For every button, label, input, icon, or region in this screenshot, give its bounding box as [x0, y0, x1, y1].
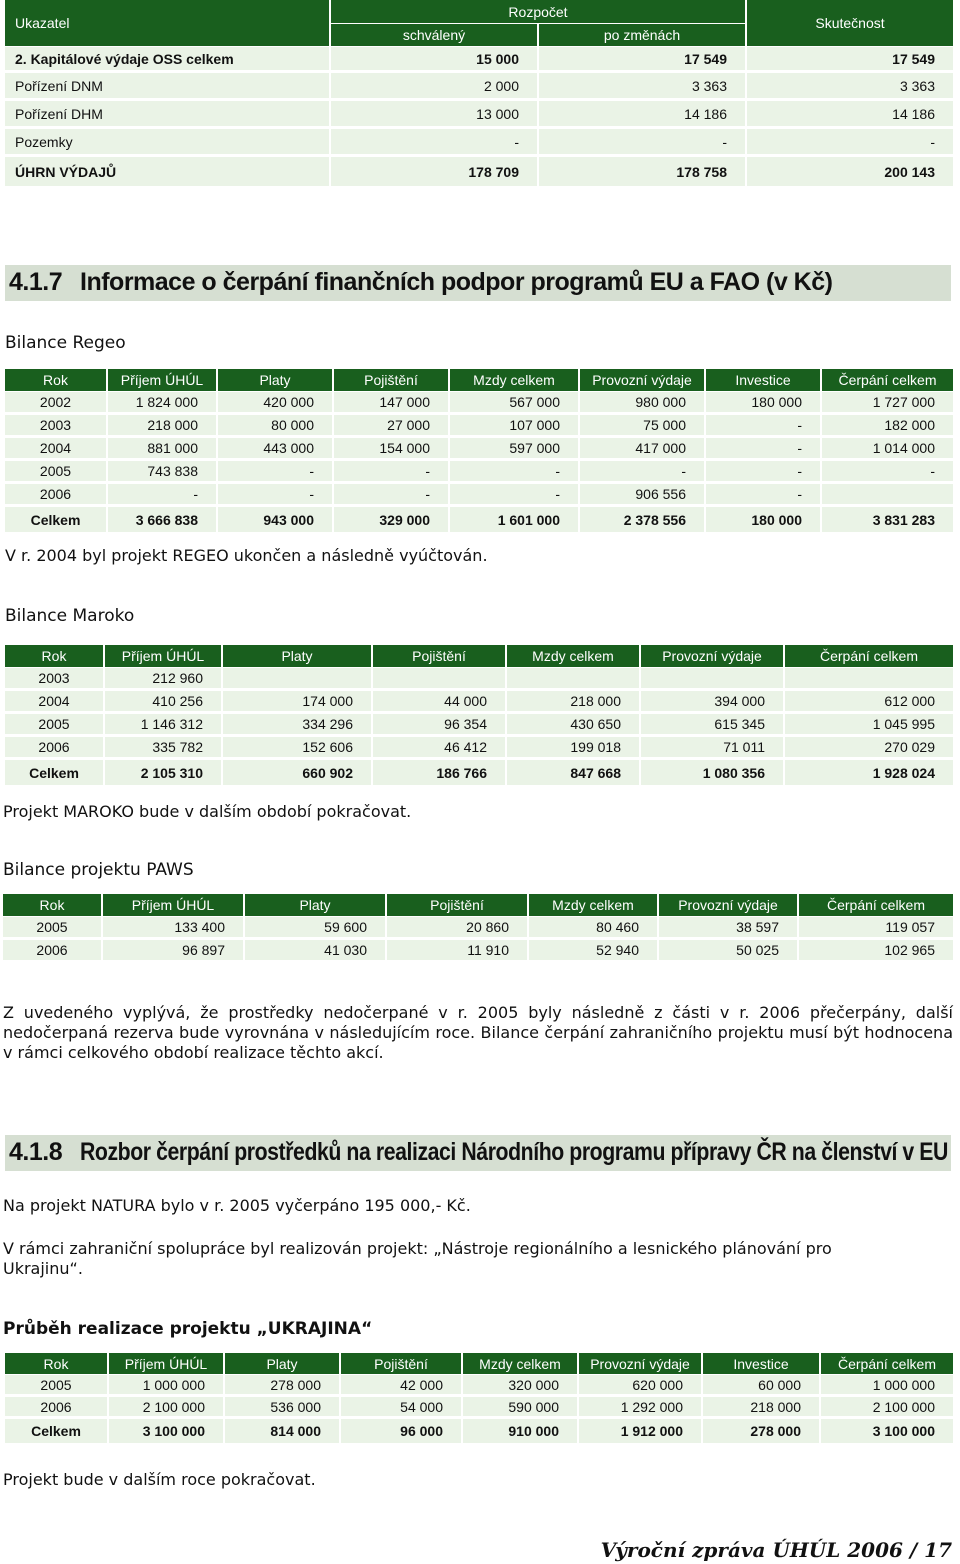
- table-cell: 2004: [5, 438, 108, 461]
- table-cell: 96 000: [341, 1419, 463, 1446]
- table-cell: 2002: [5, 392, 108, 415]
- table-cell: 218 000: [507, 691, 641, 714]
- column-header: Platy: [225, 1353, 341, 1375]
- table-cell: 3 100 000: [821, 1419, 955, 1446]
- table-cell: -: [218, 484, 334, 507]
- table-cell: 2005: [5, 461, 108, 484]
- table-row: [5, 392, 955, 415]
- table-cell: 15 000: [331, 47, 539, 73]
- table-row: [5, 73, 955, 101]
- table-cell: 147 000: [334, 392, 450, 415]
- column-header: Provozní výdaje: [580, 369, 706, 392]
- table-cell: 17 549: [747, 47, 955, 73]
- regeo-table: [5, 369, 955, 535]
- header-actual: Skutečnost: [747, 0, 955, 47]
- table-cell: 14 186: [539, 101, 747, 129]
- table-cell: 2 378 556: [580, 507, 706, 535]
- table-row: [5, 668, 955, 691]
- table-cell: 2006: [5, 1397, 109, 1419]
- table-row: [3, 940, 955, 963]
- table-cell: 27 000: [334, 415, 450, 438]
- table-cell: 119 057: [799, 917, 955, 940]
- column-header: Pojištění: [387, 894, 529, 917]
- table-cell: -: [218, 461, 334, 484]
- table-cell: 1 014 000: [822, 438, 955, 461]
- table-cell: 152 606: [223, 737, 373, 760]
- table-cell: Pořízení DNM: [5, 73, 331, 101]
- paws-table: [3, 894, 955, 963]
- maroko-title: Bilance Maroko: [5, 606, 135, 626]
- column-header: Pojištění: [373, 645, 507, 668]
- ukrajina-table: [5, 1353, 955, 1446]
- table-cell: 270 029: [785, 737, 955, 760]
- table-cell: -: [747, 129, 955, 157]
- column-header: Rok: [5, 1353, 109, 1375]
- table-cell: 417 000: [580, 438, 706, 461]
- column-header: Čerpání celkem: [822, 369, 955, 392]
- column-header: Investice: [703, 1353, 821, 1375]
- paws-conclusion: Z uvedeného vyplývá, že prostředky nedočerpané v r. 2005 byly následně z části v r. 2006 přečerpány, další nedočerpaná rezerva bude vyrovnána v následujícím roce. Bilance čerpání zahraničního projektu musí být hodnocena v rámci celkového období realizace těchto akcí.: [3, 1003, 953, 1062]
- table-cell: 1 912 000: [579, 1419, 703, 1446]
- table-cell: 75 000: [580, 415, 706, 438]
- table-cell: [641, 668, 785, 691]
- column-header: Provozní výdaje: [659, 894, 799, 917]
- table-cell: 1 080 356: [641, 760, 785, 788]
- table-cell: 1 928 024: [785, 760, 955, 788]
- table-cell: 612 000: [785, 691, 955, 714]
- table-cell: 218 000: [703, 1397, 821, 1419]
- table-cell: 3 363: [747, 73, 955, 101]
- column-header: Pojištění: [334, 369, 450, 392]
- maroko-table: [5, 645, 955, 788]
- table-cell: 14 186: [747, 101, 955, 129]
- column-header: Mzdy celkem: [507, 645, 641, 668]
- table-cell: 107 000: [450, 415, 580, 438]
- table-cell: [223, 668, 373, 691]
- table-row: [5, 714, 955, 737]
- table-cell: 3 100 000: [109, 1419, 225, 1446]
- table-cell: 46 412: [373, 737, 507, 760]
- table-cell: 2 100 000: [821, 1397, 955, 1419]
- table-row: [5, 101, 955, 129]
- table-cell: -: [706, 415, 822, 438]
- column-header: Rok: [5, 645, 105, 668]
- table-cell: Pozemky: [5, 129, 331, 157]
- table-row: [5, 691, 955, 714]
- table-cell: 320 000: [463, 1375, 579, 1397]
- table-cell: 620 000: [579, 1375, 703, 1397]
- table-cell: Pořízení DHM: [5, 101, 331, 129]
- table-cell: 910 000: [463, 1419, 579, 1446]
- table-cell: 2. Kapitálové výdaje OSS celkem: [5, 47, 331, 73]
- column-header: Provozní výdaje: [641, 645, 785, 668]
- table-cell: 590 000: [463, 1397, 579, 1419]
- table-cell: 1 292 000: [579, 1397, 703, 1419]
- table-cell: -: [706, 461, 822, 484]
- table-cell: 3 363: [539, 73, 747, 101]
- table-cell: 2005: [5, 1375, 109, 1397]
- table-cell: 410 256: [105, 691, 223, 714]
- column-header: Příjem ÚHÚL: [103, 894, 245, 917]
- table-cell: -: [539, 129, 747, 157]
- table-cell: 814 000: [225, 1419, 341, 1446]
- table-cell: 178 758: [539, 157, 747, 189]
- column-header: Platy: [218, 369, 334, 392]
- table-cell: 743 838: [108, 461, 218, 484]
- table-cell: 567 000: [450, 392, 580, 415]
- column-header: Čerpání celkem: [785, 645, 955, 668]
- total-row: [5, 507, 955, 535]
- table-cell: 11 910: [387, 940, 529, 963]
- section-418-title: Rozbor čerpání prostředků na realizaci Národního programu přípravy ČR na členství v EU: [80, 1138, 948, 1166]
- table-cell: 2 000: [331, 73, 539, 101]
- table-cell: 847 668: [507, 760, 641, 788]
- table-cell: 420 000: [218, 392, 334, 415]
- table-cell: [507, 668, 641, 691]
- table-cell: 334 296: [223, 714, 373, 737]
- table-cell: 186 766: [373, 760, 507, 788]
- table-header-row: [3, 894, 955, 917]
- table-cell: 2 100 000: [109, 1397, 225, 1419]
- column-header: Čerpání celkem: [821, 1353, 955, 1375]
- total-row: [5, 1419, 955, 1446]
- table-row: [5, 484, 955, 507]
- table-cell: 178 709: [331, 157, 539, 189]
- paws-title: Bilance projektu PAWS: [3, 860, 194, 880]
- table-cell: 2006: [5, 484, 108, 507]
- table-cell: 1 824 000: [108, 392, 218, 415]
- table-cell: 41 030: [245, 940, 387, 963]
- table-cell: 199 018: [507, 737, 641, 760]
- column-header: Mzdy celkem: [463, 1353, 579, 1375]
- table-cell: 2006: [3, 940, 103, 963]
- table-row: [5, 47, 955, 73]
- column-header: Provozní výdaje: [579, 1353, 703, 1375]
- table-cell: 212 960: [105, 668, 223, 691]
- table-row: [5, 1397, 955, 1419]
- table-cell: 597 000: [450, 438, 580, 461]
- page-footer: Výroční zpráva ÚHÚL 2006 / 17: [600, 1538, 952, 1562]
- table-cell: 96 354: [373, 714, 507, 737]
- table-cell: 17 549: [539, 47, 747, 73]
- table-cell: 42 000: [341, 1375, 463, 1397]
- table-row: [3, 917, 955, 940]
- table-cell: 943 000: [218, 507, 334, 535]
- header-after-changes: po změnách: [539, 24, 747, 47]
- table-cell: 278 000: [703, 1419, 821, 1446]
- table-cell: 1 601 000: [450, 507, 580, 535]
- table-cell: 2003: [5, 415, 108, 438]
- table-cell: Celkem: [5, 760, 105, 788]
- table-row: [5, 1375, 955, 1397]
- section-417-number: 4.1.7: [9, 268, 63, 296]
- budget-table: [5, 0, 955, 189]
- natura-text: Na projekt NATURA bylo v r. 2005 vyčerpáno 195 000,- Kč.: [3, 1196, 471, 1215]
- table-cell: 20 860: [387, 917, 529, 940]
- table-cell: 443 000: [218, 438, 334, 461]
- table-cell: 154 000: [334, 438, 450, 461]
- table-cell: 278 000: [225, 1375, 341, 1397]
- table-cell: 59 600: [245, 917, 387, 940]
- table-cell: 660 902: [223, 760, 373, 788]
- total-row: [5, 760, 955, 788]
- table-cell: 2 105 310: [105, 760, 223, 788]
- table-cell: 1 146 312: [105, 714, 223, 737]
- table-cell: 881 000: [108, 438, 218, 461]
- regeo-title: Bilance Regeo: [5, 333, 126, 353]
- table-cell: -: [334, 484, 450, 507]
- table-cell: 102 965: [799, 940, 955, 963]
- table-cell: Celkem: [5, 1419, 109, 1446]
- table-cell: 182 000: [822, 415, 955, 438]
- table-cell: 1 000 000: [821, 1375, 955, 1397]
- table-cell: 2006: [5, 737, 105, 760]
- table-cell: -: [706, 438, 822, 461]
- table-cell: 394 000: [641, 691, 785, 714]
- table-cell: 906 556: [580, 484, 706, 507]
- table-cell: 50 025: [659, 940, 799, 963]
- column-header: Platy: [223, 645, 373, 668]
- column-header: Příjem ÚHÚL: [105, 645, 223, 668]
- table-cell: -: [331, 129, 539, 157]
- table-cell: 52 940: [529, 940, 659, 963]
- table-row: [5, 438, 955, 461]
- table-cell: 80 000: [218, 415, 334, 438]
- table-cell: 80 460: [529, 917, 659, 940]
- table-cell: 200 143: [747, 157, 955, 189]
- table-cell: 1 727 000: [822, 392, 955, 415]
- table-cell: 1 045 995: [785, 714, 955, 737]
- column-header: Mzdy celkem: [529, 894, 659, 917]
- table-cell: [785, 668, 955, 691]
- table-cell: ÚHRN VÝDAJŮ: [5, 157, 331, 189]
- column-header: Příjem ÚHÚL: [108, 369, 218, 392]
- table-cell: 980 000: [580, 392, 706, 415]
- table-cell: -: [822, 461, 955, 484]
- section-417-title: Informace o čerpání finančních podpor programů EU a FAO (v Kč): [80, 268, 833, 296]
- column-header: Příjem ÚHÚL: [109, 1353, 225, 1375]
- table-cell: -: [580, 461, 706, 484]
- table-cell: 54 000: [341, 1397, 463, 1419]
- table-cell: 96 897: [103, 940, 245, 963]
- regeo-note: V r. 2004 byl projekt REGEO ukončen a následně vyúčtován.: [5, 546, 488, 565]
- table-header-row: [5, 645, 955, 668]
- table-cell: -: [108, 484, 218, 507]
- table-cell: 44 000: [373, 691, 507, 714]
- table-row: [5, 461, 955, 484]
- header-indicator: Ukazatel: [5, 0, 331, 47]
- ukrajina-title: Průběh realizace projektu „UKRAJINA“: [3, 1319, 373, 1339]
- column-header: Investice: [706, 369, 822, 392]
- table-cell: Celkem: [5, 507, 108, 535]
- table-cell: 180 000: [706, 507, 822, 535]
- table-cell: [373, 668, 507, 691]
- table-cell: 60 000: [703, 1375, 821, 1397]
- table-cell: 2005: [5, 714, 105, 737]
- table-row: [5, 157, 955, 189]
- column-header: Rok: [5, 369, 108, 392]
- table-cell: -: [334, 461, 450, 484]
- table-cell: 3 831 283: [822, 507, 955, 535]
- table-row: [5, 129, 955, 157]
- header-approved: schválený: [331, 24, 539, 47]
- table-cell: 3 666 838: [108, 507, 218, 535]
- table-row: [5, 415, 955, 438]
- table-cell: -: [706, 484, 822, 507]
- table-cell: 71 011: [641, 737, 785, 760]
- column-header: Čerpání celkem: [799, 894, 955, 917]
- table-cell: 2003: [5, 668, 105, 691]
- table-header-row: [5, 369, 955, 392]
- table-cell: 180 000: [706, 392, 822, 415]
- column-header: Mzdy celkem: [450, 369, 580, 392]
- table-cell: -: [450, 461, 580, 484]
- table-cell: 2005: [3, 917, 103, 940]
- table-cell: 133 400: [103, 917, 245, 940]
- table-header-row: [5, 1353, 955, 1375]
- table-cell: 536 000: [225, 1397, 341, 1419]
- section-418-number: 4.1.8: [9, 1138, 63, 1166]
- header-budget: Rozpočet: [331, 0, 747, 24]
- table-cell: 174 000: [223, 691, 373, 714]
- table-cell: 38 597: [659, 917, 799, 940]
- column-header: Pojištění: [341, 1353, 463, 1375]
- table-cell: 13 000: [331, 101, 539, 129]
- table-cell: 1 000 000: [109, 1375, 225, 1397]
- table-cell: 329 000: [334, 507, 450, 535]
- table-cell: -: [450, 484, 580, 507]
- table-cell: 430 650: [507, 714, 641, 737]
- maroko-note: Projekt MAROKO bude v dalším období pokračovat.: [3, 802, 412, 821]
- column-header: Rok: [3, 894, 103, 917]
- ukrajina-note: Projekt bude v dalším roce pokračovat.: [3, 1470, 316, 1489]
- table-cell: 615 345: [641, 714, 785, 737]
- table-cell: 335 782: [105, 737, 223, 760]
- table-row: [5, 737, 955, 760]
- table-cell: 218 000: [108, 415, 218, 438]
- table-cell: 2004: [5, 691, 105, 714]
- table-cell: [822, 484, 955, 507]
- column-header: Platy: [245, 894, 387, 917]
- ukraine-intro: V rámci zahraniční spolupráce byl realizován projekt: „Nástroje regionálního a lesnického plánování pro Ukrajinu“.: [3, 1239, 832, 1278]
